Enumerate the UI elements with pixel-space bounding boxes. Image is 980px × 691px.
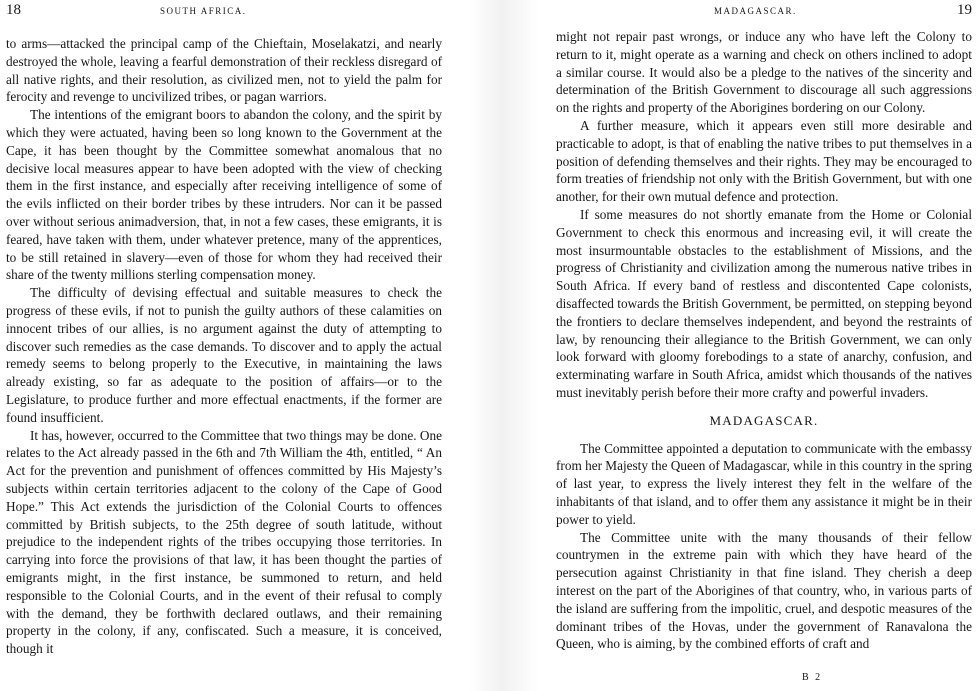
signature-mark: B 2 [802,672,823,683]
left-page [0,0,470,691]
paragraph: The Committee unite with the many thousands of their fellow countrymen in the extreme pain with which they have heard of the persecution against Christianity in that fine island. They cherish a deep interest on the part of the Aborigines of that country, who, in various parts of the island are suffering from the impolitic, cruel, and despotic measures of the dominant tribes of the Hovas, under the government of Ranavalona the Queen, who is aiming, by the combined efforts of craft and [556,529,972,652]
paragraph: The Committee appointed a deputation to communicate with the embassy from her Majesty the Queen of Madagascar, while in this country in the spring of last year, to express the lively interest they felt in the welfare of the inhabitants of that island, and to offer them any assistance it might be in their power to yield. [556,440,972,527]
running-head-left: SOUTH AFRICA. [160,6,247,16]
paragraph: The difficulty of devising effectual and suitable measures to check the progress of these evils, if not to punish the guilty authors of these calamities on innocent tribes of our allies, is no argument against the duty of attempting to discover such remedies as the case demands. To discover and to apply the actual remedy seems to belong properly to the Executive, in maintaining the laws already existing, so far as adequate to the position of affairs—or to the Legislature, to produce further and more effectual enactments, if the former are found insufficient. [6,285,442,425]
paragraph: to arms—attacked the principal camp of the Chieftain, Moselakatzi, and nearly destroyed the whole, leaving a fearful demonstration of their reckless disregard of all native rights, and their resolution, as civilized men, not to yield the palm for ferocity and revenge to uncivilized tribes, or pagan warriors. [6,36,442,105]
book-gutter [470,0,540,691]
paragraph: If some measures do not shortly emanate from the Home or Colonial Government to check this enormous and increasing evil, it will create the most insurmountable obstacles to the establishment of Missions, and the progress of Christianity and civilization among the numerous native tribes in South Africa. If every band of restless and discontented Cape colonists, disaffected towards the British Government, be permitted, on stepping beyond the frontiers to declare themselves independent, and beyond the restraints of law, by renouncing their allegiance to the British Government, we can only look forward with gloomy forebodings to a state of anarchy, confusion, and exterminating warfare in South Africa, amidst which thousands of the natives must inevitably perish before their more crafty and powerful invaders. [556,206,972,400]
page-number-right: 19 [957,2,972,18]
paragraph: might not repair past wrongs, or induce any who have left the Colony to return to it, might operate as a warning and check on others inclined to adopt a similar course. It would also be a pledge to the natives of the sincerity and determination of the British Government to discourage all such aggressions on the rights and property of the Aborigines bordering on our Colony. [556,29,972,116]
paragraph: A further measure, which it appears even still more desirable and practicable to adopt, is that of enabling the native tribes to put themselves in a position of defending themselves and their rights. They may be encouraged to form treaties of friendship not only with the British Government, but with one another, for their own mutual defence and protection. [556,117,972,205]
section-heading-madagascar: MADAGASCAR. [709,412,819,428]
page-number-left: 18 [6,2,21,18]
paragraph: The intentions of the emigrant boors to abandon the colony, and the spirit by which they were actuated, having been so long known to the Government at the Cape, it has been thought by the Committee somewhat anomalous that no decisive local measures appear to have been adopted with the view of checking them in the first instance, and especially after receiving intelligence of some of the evils inflicted on their border tribes by these intruders. Nor can it be passed over without serious animadversion, that, in not a few cases, these emigrants, it is feared, have taken with them, under whatever pretence, many of the apprentices, to be still retained in slavery—even of those for whom they had received their share of the twenty millions sterling compensation money. [6,107,442,283]
right-page [540,0,980,691]
running-head-right: MADAGASCAR. [714,6,797,16]
left-page-body [6,35,442,658]
right-page-body [556,28,972,653]
paragraph: It has, however, occurred to the Committee that two things may be done. One relates to the Act already passed in the 6th and 7th William the 4th, entitled, “ An Act for the prevention and punishment of offences committed by His Majesty’s subjects within certain territories adjacent to the colony of the Cape of Good Hope.” This Act extends the jurisdiction of the Colonial Courts to offences committed by British subjects, to the 25th degree of south latitude, without prejudice to the independent rights of the tribes occupying those territories. In carrying into force the provisions of that law, it has been thought the parties of emigrants might, in the first instance, be summoned to return, and held responsible to the Colonial Courts, and in the event of their refusal to comply with the demand, they be forthwith declared outlaws, and their remaining property in the colony, if any, confiscated. Such a measure, it is conceived, though it [6,427,442,657]
